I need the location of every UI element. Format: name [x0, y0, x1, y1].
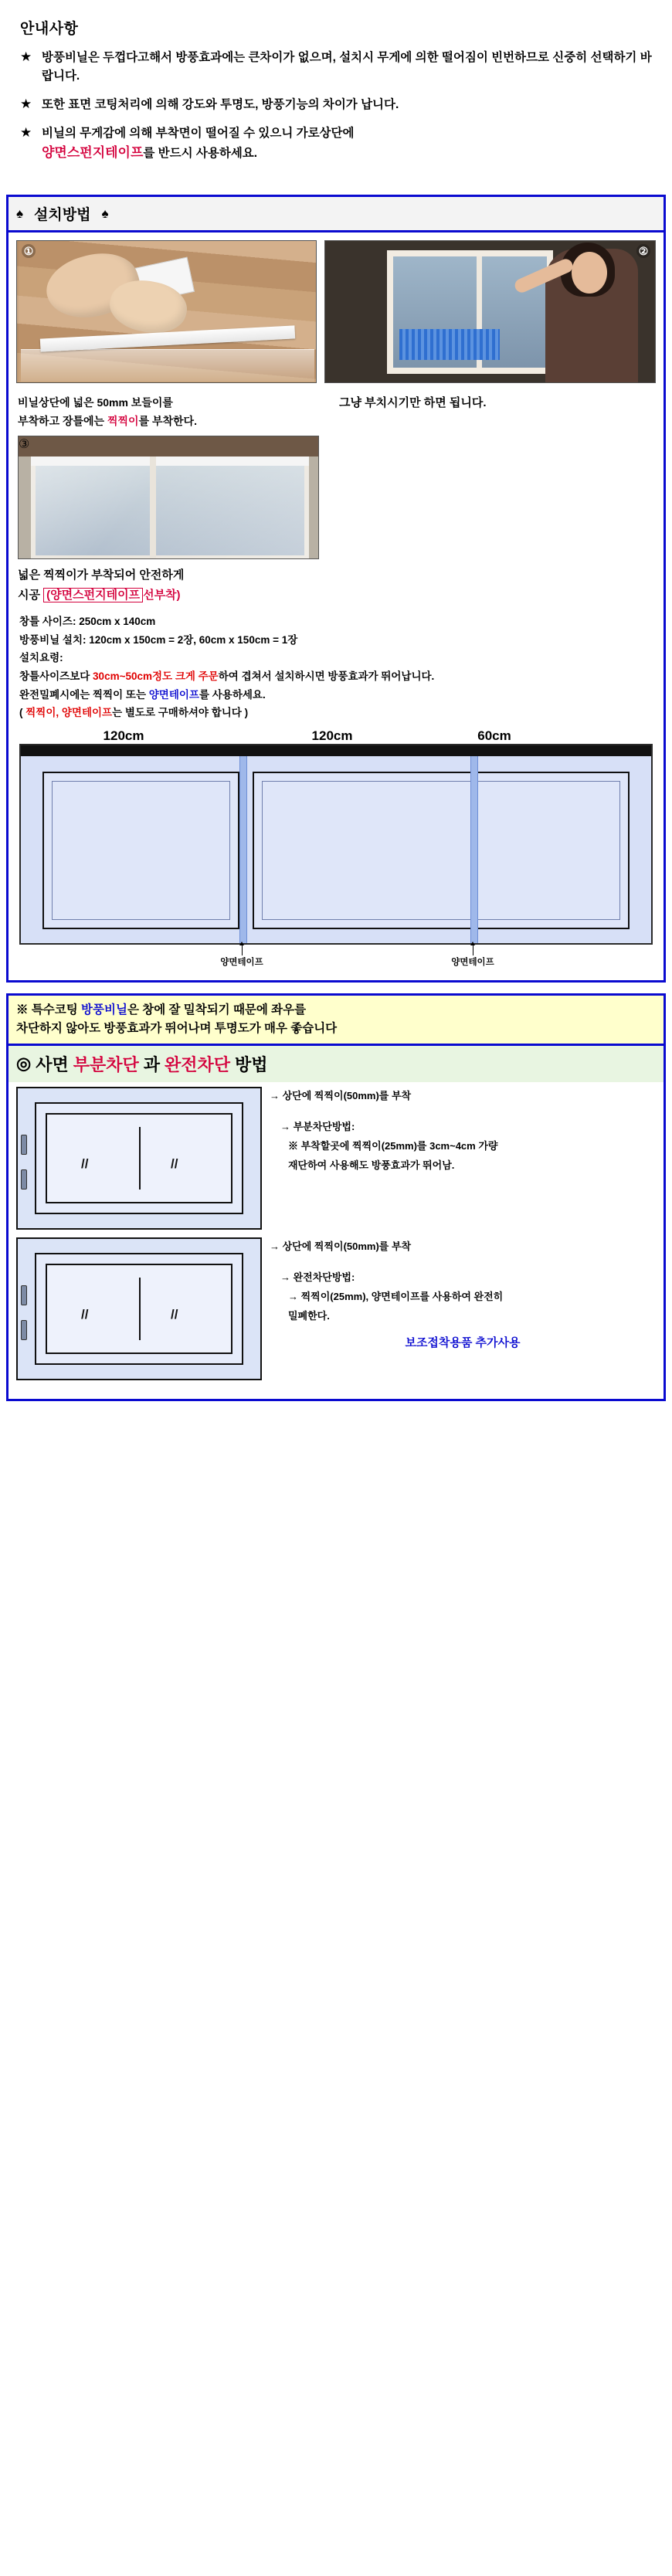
- diagram-dim-3: 60cm: [477, 728, 511, 743]
- mini-window-1-slash-left: //: [81, 1156, 89, 1171]
- diagram-dimension-row: [19, 728, 653, 744]
- caption3-line2-a: 시공: [18, 588, 40, 602]
- blocking-title-b: 과: [143, 1054, 160, 1074]
- blocking-head-line1-blue: 방풍비닐: [81, 1003, 127, 1016]
- spec-line6-red: 찍찍이, 양면테이프: [25, 707, 113, 719]
- notice-item-text: 또한 표면 코팅처리에 의해 강도와 투명도, 방풍기능의 차이가 납니다.: [42, 98, 399, 112]
- blocking-head-line1-a: 특수코팅: [31, 1003, 82, 1016]
- caption-row-1: [8, 391, 664, 433]
- spec-line5-b: 를 사용하세요.: [199, 688, 266, 701]
- spec-line-2: 방풍비닐 설치: 120cm x 150cm = 2장, 60cm x 150cm = 1장: [19, 633, 298, 646]
- partial-line-2: → 부분차단방법:: [280, 1121, 355, 1133]
- caption1-line1-a: 비닐상단에 넓은: [18, 396, 97, 409]
- diagram-pane-left: [42, 772, 239, 929]
- star-icon: ★: [20, 125, 32, 141]
- spec-block: [8, 605, 664, 724]
- photo-row-bottom: [8, 433, 664, 564]
- spec-line6-a: (: [19, 707, 26, 719]
- diagram-top-rail: [21, 745, 651, 756]
- caption3-line2-b: 선부착): [143, 588, 181, 602]
- caption3-highlight: (양면스펀지테이프: [43, 588, 143, 602]
- notice-item3-highlight: 양면스펀지테이프: [42, 145, 144, 161]
- photo-row-top: [8, 232, 664, 391]
- caption1-line2-b: 찍찍이: [107, 415, 139, 428]
- partial-block-diagram: [16, 1087, 262, 1230]
- mini-window-2-slash-right: //: [171, 1306, 178, 1322]
- spec-line-3: 설치요령:: [19, 652, 63, 664]
- photo3-side-space: [319, 436, 654, 559]
- diagram-label-2: 양면테이프: [451, 957, 494, 967]
- photo2-number: ②: [636, 244, 650, 258]
- mini-window-1-pane: [35, 1102, 243, 1214]
- full-line-4: 밀폐한다.: [288, 1309, 330, 1322]
- full-line-2: → 완전차단방법:: [280, 1271, 355, 1284]
- diagram-label-1: 양면테이프: [220, 957, 263, 967]
- caption1-line1-b: 50mm: [97, 396, 128, 409]
- notice-section: [0, 0, 672, 184]
- installation-header: [8, 197, 664, 232]
- spec-line6-b: 는 별도로 구매하셔야 합니다 ): [112, 707, 249, 719]
- spec-line4-b: 하여 겹쳐서 설치하시면 방풍효과가 뛰어납니다.: [218, 670, 435, 682]
- spec-line4-a: 창틀사이즈보다: [19, 670, 93, 682]
- partial-block-row: [16, 1087, 656, 1230]
- notice-item3-post: 를 반드시 사용하세요.: [143, 147, 258, 161]
- star-icon: ★: [20, 97, 32, 112]
- caption-right: 그냥 부치시기만 하면 됩니다.: [339, 396, 487, 410]
- mini-window-2-slash-left: //: [81, 1306, 89, 1322]
- diagram-body: [19, 744, 653, 945]
- mini-window-1-handle-bottom: [21, 1169, 27, 1190]
- spec-line5-a: 완전밀폐시에는 찍찍이 또는: [19, 688, 149, 701]
- photo-installed-window: [18, 436, 319, 559]
- spec-line-4: [19, 667, 653, 686]
- photo3-door-split: [150, 456, 156, 558]
- caption3-line1: 넓은 찍찍이가 부착되어 안전하게: [18, 568, 185, 582]
- notice-item: [20, 124, 652, 163]
- diagram-label-row: [19, 945, 653, 971]
- notice-item3-pre: 비닐의 무게감에 의해 부착면이 떨어질 수 있으니 가로상단에: [42, 127, 355, 141]
- full-block-row: [16, 1237, 656, 1380]
- caption3-line2: [18, 585, 654, 606]
- caption1-line2-c: 를 부착한다.: [138, 415, 197, 428]
- caption-left: [18, 394, 327, 431]
- spec-line-1: 창틀 사이즈: 250cm x 140cm: [19, 616, 156, 627]
- mini-window-1-split: [139, 1127, 141, 1190]
- notice-title: 안내사항: [20, 21, 79, 37]
- blocking-head-line1: [16, 1001, 656, 1020]
- full-block-text: [262, 1237, 656, 1380]
- photo1-film: [21, 349, 314, 382]
- diagram-pane-right-inner: [262, 781, 620, 920]
- photo2-window-frame: [387, 250, 553, 374]
- diagram-tape-strip-2: [470, 756, 478, 943]
- spec-line4-red: 30cm~50cm정도 크게 주문: [93, 670, 219, 682]
- blocking-head-line1-b: 은 창에 잘 밀착되기 때문에 좌우를: [127, 1003, 307, 1016]
- blocking-head-banner: [8, 996, 664, 1046]
- blocking-body: [8, 1082, 664, 1399]
- blocking-method-section: [6, 993, 666, 1401]
- mini-window-1-slash-right: //: [171, 1156, 178, 1171]
- photo-tape-on-floor: [16, 240, 317, 383]
- notice-item-text: 방풍비닐은 두껍다고해서 방풍효과에는 큰차이가 없으며, 설치시 무게에 의한 떨어짐이 빈번하므로 신중히 선택하기 바랍니다.: [42, 51, 652, 83]
- diagram-tape-strip-1: [239, 756, 247, 943]
- blocking-title-a: 사면: [36, 1054, 69, 1074]
- blocking-head-mark: ※: [16, 1003, 29, 1016]
- photo3-number: ③: [19, 438, 30, 451]
- mini-window-2-pane: [35, 1253, 243, 1365]
- full-line-3: → 찍찍이(25mm), 양면테이프를 사용하여 완전히: [288, 1291, 504, 1303]
- mini-window-1: [16, 1087, 262, 1230]
- mini-window-1-handle-top: [21, 1135, 27, 1155]
- blocking-head-line2: 차단하지 않아도 방풍효과가 뛰어나며 투명도가 매우 좋습니다: [16, 1021, 338, 1035]
- diagram-pane-left-inner: [52, 781, 230, 920]
- spec-line-5: [19, 686, 653, 704]
- full-block-footer: 보조접착용품 추가사용: [405, 1336, 521, 1349]
- photo1-number: ①: [22, 244, 36, 258]
- diagram-dim-1: 120cm: [103, 728, 144, 743]
- spec-line-6: [19, 704, 653, 722]
- full-line-1: → 상단에 찍찍이(50mm)를 부착: [270, 1240, 412, 1252]
- notice-item-text-3: [42, 124, 354, 163]
- star-icon: ★: [20, 49, 32, 64]
- spade-icon: ♠: [101, 205, 109, 221]
- partial-line-1: → 상단에 찍찍이(50mm)를 부착: [270, 1089, 412, 1101]
- partial-line-3: ※ 부착할곳에 찍찍이(25mm)를 3cm~4cm 가량: [288, 1140, 498, 1152]
- caption1-line2-a: 부착하고 장틀에는: [18, 415, 107, 428]
- circle-mark-icon: ◎: [16, 1054, 32, 1074]
- installation-section: [6, 195, 666, 982]
- blocking-title-red2: 완전차단: [165, 1054, 231, 1074]
- photo3-film-sheet: [31, 456, 309, 559]
- installation-header-title: 설치방법: [34, 207, 91, 224]
- diagram-arrow-1: [242, 945, 243, 955]
- full-block-diagram: [16, 1237, 262, 1380]
- window-diagram: [19, 728, 653, 971]
- mini-window-2-handle-bottom: [21, 1320, 27, 1340]
- photo-person-at-window: [324, 240, 656, 383]
- blocking-title-c: 방법: [235, 1054, 268, 1074]
- spade-icon: ♠: [16, 205, 24, 221]
- mini-window-2-handle-top: [21, 1285, 27, 1305]
- caption-3: [8, 564, 664, 605]
- notice-item: [20, 49, 652, 86]
- mini-window-2: [16, 1237, 262, 1380]
- blocking-title: [8, 1046, 664, 1082]
- mini-window-2-split: [139, 1278, 141, 1340]
- caption1-line1-c: 보들이를: [127, 396, 173, 409]
- notice-item: [20, 96, 652, 114]
- diagram-dim-2: 120cm: [311, 728, 353, 743]
- photo3-top-tape: [31, 456, 309, 466]
- photo2-window-blue-panel: [399, 329, 500, 360]
- diagram-pane-right: [253, 772, 630, 929]
- partial-block-text: [262, 1087, 656, 1230]
- blocking-title-red1: 부분차단: [73, 1054, 139, 1074]
- spec-line5-blue: 양면테이프: [148, 688, 199, 701]
- partial-line-4: 재단하여 사용해도 방풍효과가 뛰어남.: [288, 1159, 455, 1171]
